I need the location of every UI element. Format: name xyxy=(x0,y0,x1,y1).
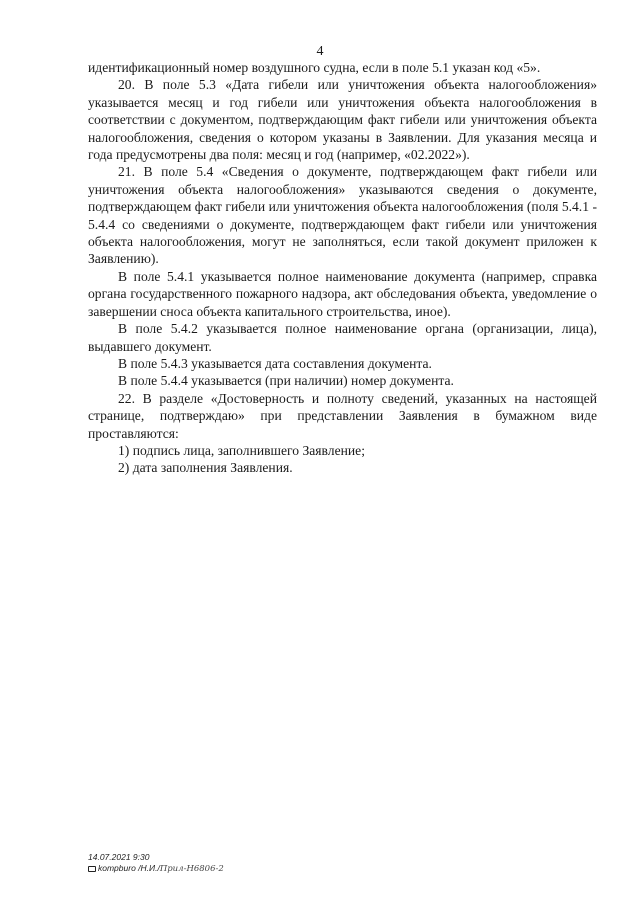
footer-handwritten-note: Прил-Н6806-2 xyxy=(159,864,224,874)
list-item-date: 2) дата заполнения Заявления. xyxy=(118,460,293,476)
paragraph-field-5-4-1: В поле 5.4.1 указывается полное наименование документа (например, справка органа государственного пожарного надзора, акт обследования объекта, уведомление о завершении сноса объекта капитального строительства, иное). xyxy=(88,268,597,319)
paragraph-field-5-4-3: В поле 5.4.3 указывается дата составления документа. xyxy=(118,355,432,371)
paragraph-item-22: 22. В разделе «Достоверность и полноту сведений, указанных на настоящей странице, подтверждаю» при представлении Заявления в бумажном виде проставляются: xyxy=(88,390,597,441)
list-item-signature: 1) подпись лица, заполнившего Заявление; xyxy=(118,442,365,458)
document-body xyxy=(88,59,597,477)
footer-user: kompburo /Н.И./ xyxy=(98,863,160,873)
paragraph-item-20: 20. В поле 5.3 «Дата гибели или уничтожения объекта налогообложения» указывается месяц и год гибели или уничтожения объекта налогообложения в соответствии с документом, подтверждающим факт гибели или уничтожения объекта налогообложения, сведения о котором указаны в Заявлении. Для указания месяца и года предусмотрены два поля: месяц и год (например, «02.2022»). xyxy=(88,77,597,163)
paragraph-item-21: 21. В поле 5.4 «Сведения о документе, подтверждающем факт гибели или уничтожения объекта налогообложения» указываются сведения о документе, подтверждающем факт гибели или уничтожения объекта налогообложения (поля 5.4.1 - 5.4.4 со сведениями о документе, подтверждающем факт гибели или уничтожения объекта налогообложения, могут не заполняться, если такой документ приложен к Заявлению). xyxy=(88,164,597,267)
paragraph-continuation: идентификационный номер воздушного судна, если в поле 5.1 указан код «5». xyxy=(88,60,541,75)
document-icon xyxy=(88,866,96,872)
footer-timestamp: 14.07.2021 9:30 xyxy=(88,852,150,862)
page-number: 4 xyxy=(316,44,324,59)
footer-author-line xyxy=(88,863,224,875)
paragraph-field-5-4-2: В поле 5.4.2 указывается полное наименование органа (организации, лица), выдавшего документ. xyxy=(88,321,597,354)
paragraph-field-5-4-4: В поле 5.4.4 указывается (при наличии) номер документа. xyxy=(118,373,454,389)
print-footer xyxy=(88,852,224,875)
